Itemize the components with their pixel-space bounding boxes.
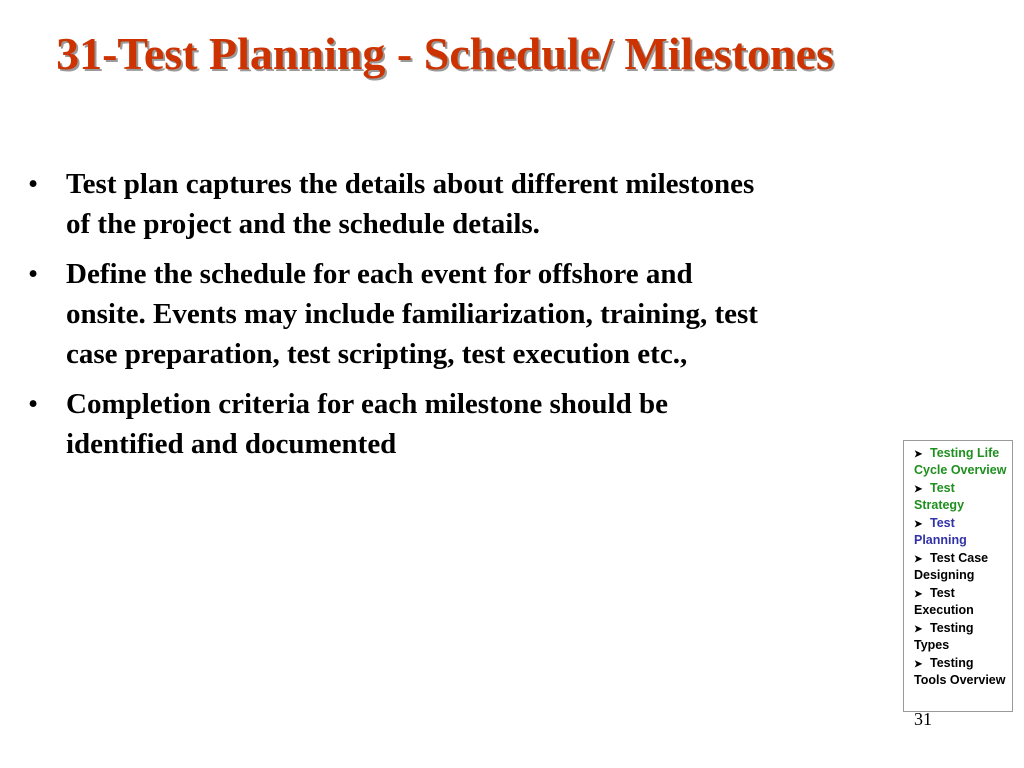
bullet-icon: •: [28, 258, 39, 290]
nav-item-testing-types[interactable]: [914, 621, 1008, 653]
page-number: 31: [914, 709, 932, 729]
bullet-text: Test plan captures the details about different milestones of the project and the schedule details.: [66, 168, 755, 240]
arrow-bullet-icon: ➤: [914, 449, 923, 460]
bullet-text: Completion criteria for each milestone should be identified and documented: [66, 388, 668, 460]
bullet-text: Define the schedule for each event for offshore and onsite. Events may include familiarization, training, test case preparation, test scripting, test execution etc.,: [66, 258, 758, 370]
bullet-item: [28, 164, 768, 244]
nav-item-label: Testing Life Cycle Overview: [914, 446, 1007, 477]
nav-item-test-strategy[interactable]: [914, 481, 1008, 513]
arrow-bullet-icon: ➤: [914, 624, 923, 635]
nav-item-label: Test Planning: [914, 516, 967, 547]
nav-item-testing-life-cycle-overview[interactable]: [914, 446, 1008, 478]
nav-item-label: Testing Types: [914, 621, 974, 652]
arrow-bullet-icon: ➤: [914, 554, 923, 565]
arrow-bullet-icon: ➤: [914, 589, 923, 600]
bullet-icon: •: [28, 168, 39, 200]
bullet-item: [28, 384, 768, 464]
arrow-bullet-icon: ➤: [914, 659, 923, 670]
nav-item-test-planning[interactable]: [914, 516, 1008, 548]
nav-item-label: Test Case Designing: [914, 551, 989, 582]
nav-item-label: Test Strategy: [914, 481, 965, 512]
bullet-item: [28, 254, 768, 374]
arrow-bullet-icon: ➤: [914, 519, 923, 530]
nav-item-test-case-designing[interactable]: [914, 551, 1008, 583]
bullet-icon: •: [28, 388, 39, 420]
slide-title: 31-Test Planning - Schedule/ Milestones: [56, 28, 834, 79]
bullet-list: [28, 164, 768, 474]
arrow-bullet-icon: ➤: [914, 484, 923, 495]
nav-item-test-execution[interactable]: [914, 586, 1008, 618]
nav-item-testing-tools-overview[interactable]: [914, 656, 1008, 688]
nav-item-label: Test Execution: [914, 586, 974, 617]
section-nav-box: [903, 440, 1013, 712]
nav-item-label: Testing Tools Overview: [914, 656, 1006, 687]
